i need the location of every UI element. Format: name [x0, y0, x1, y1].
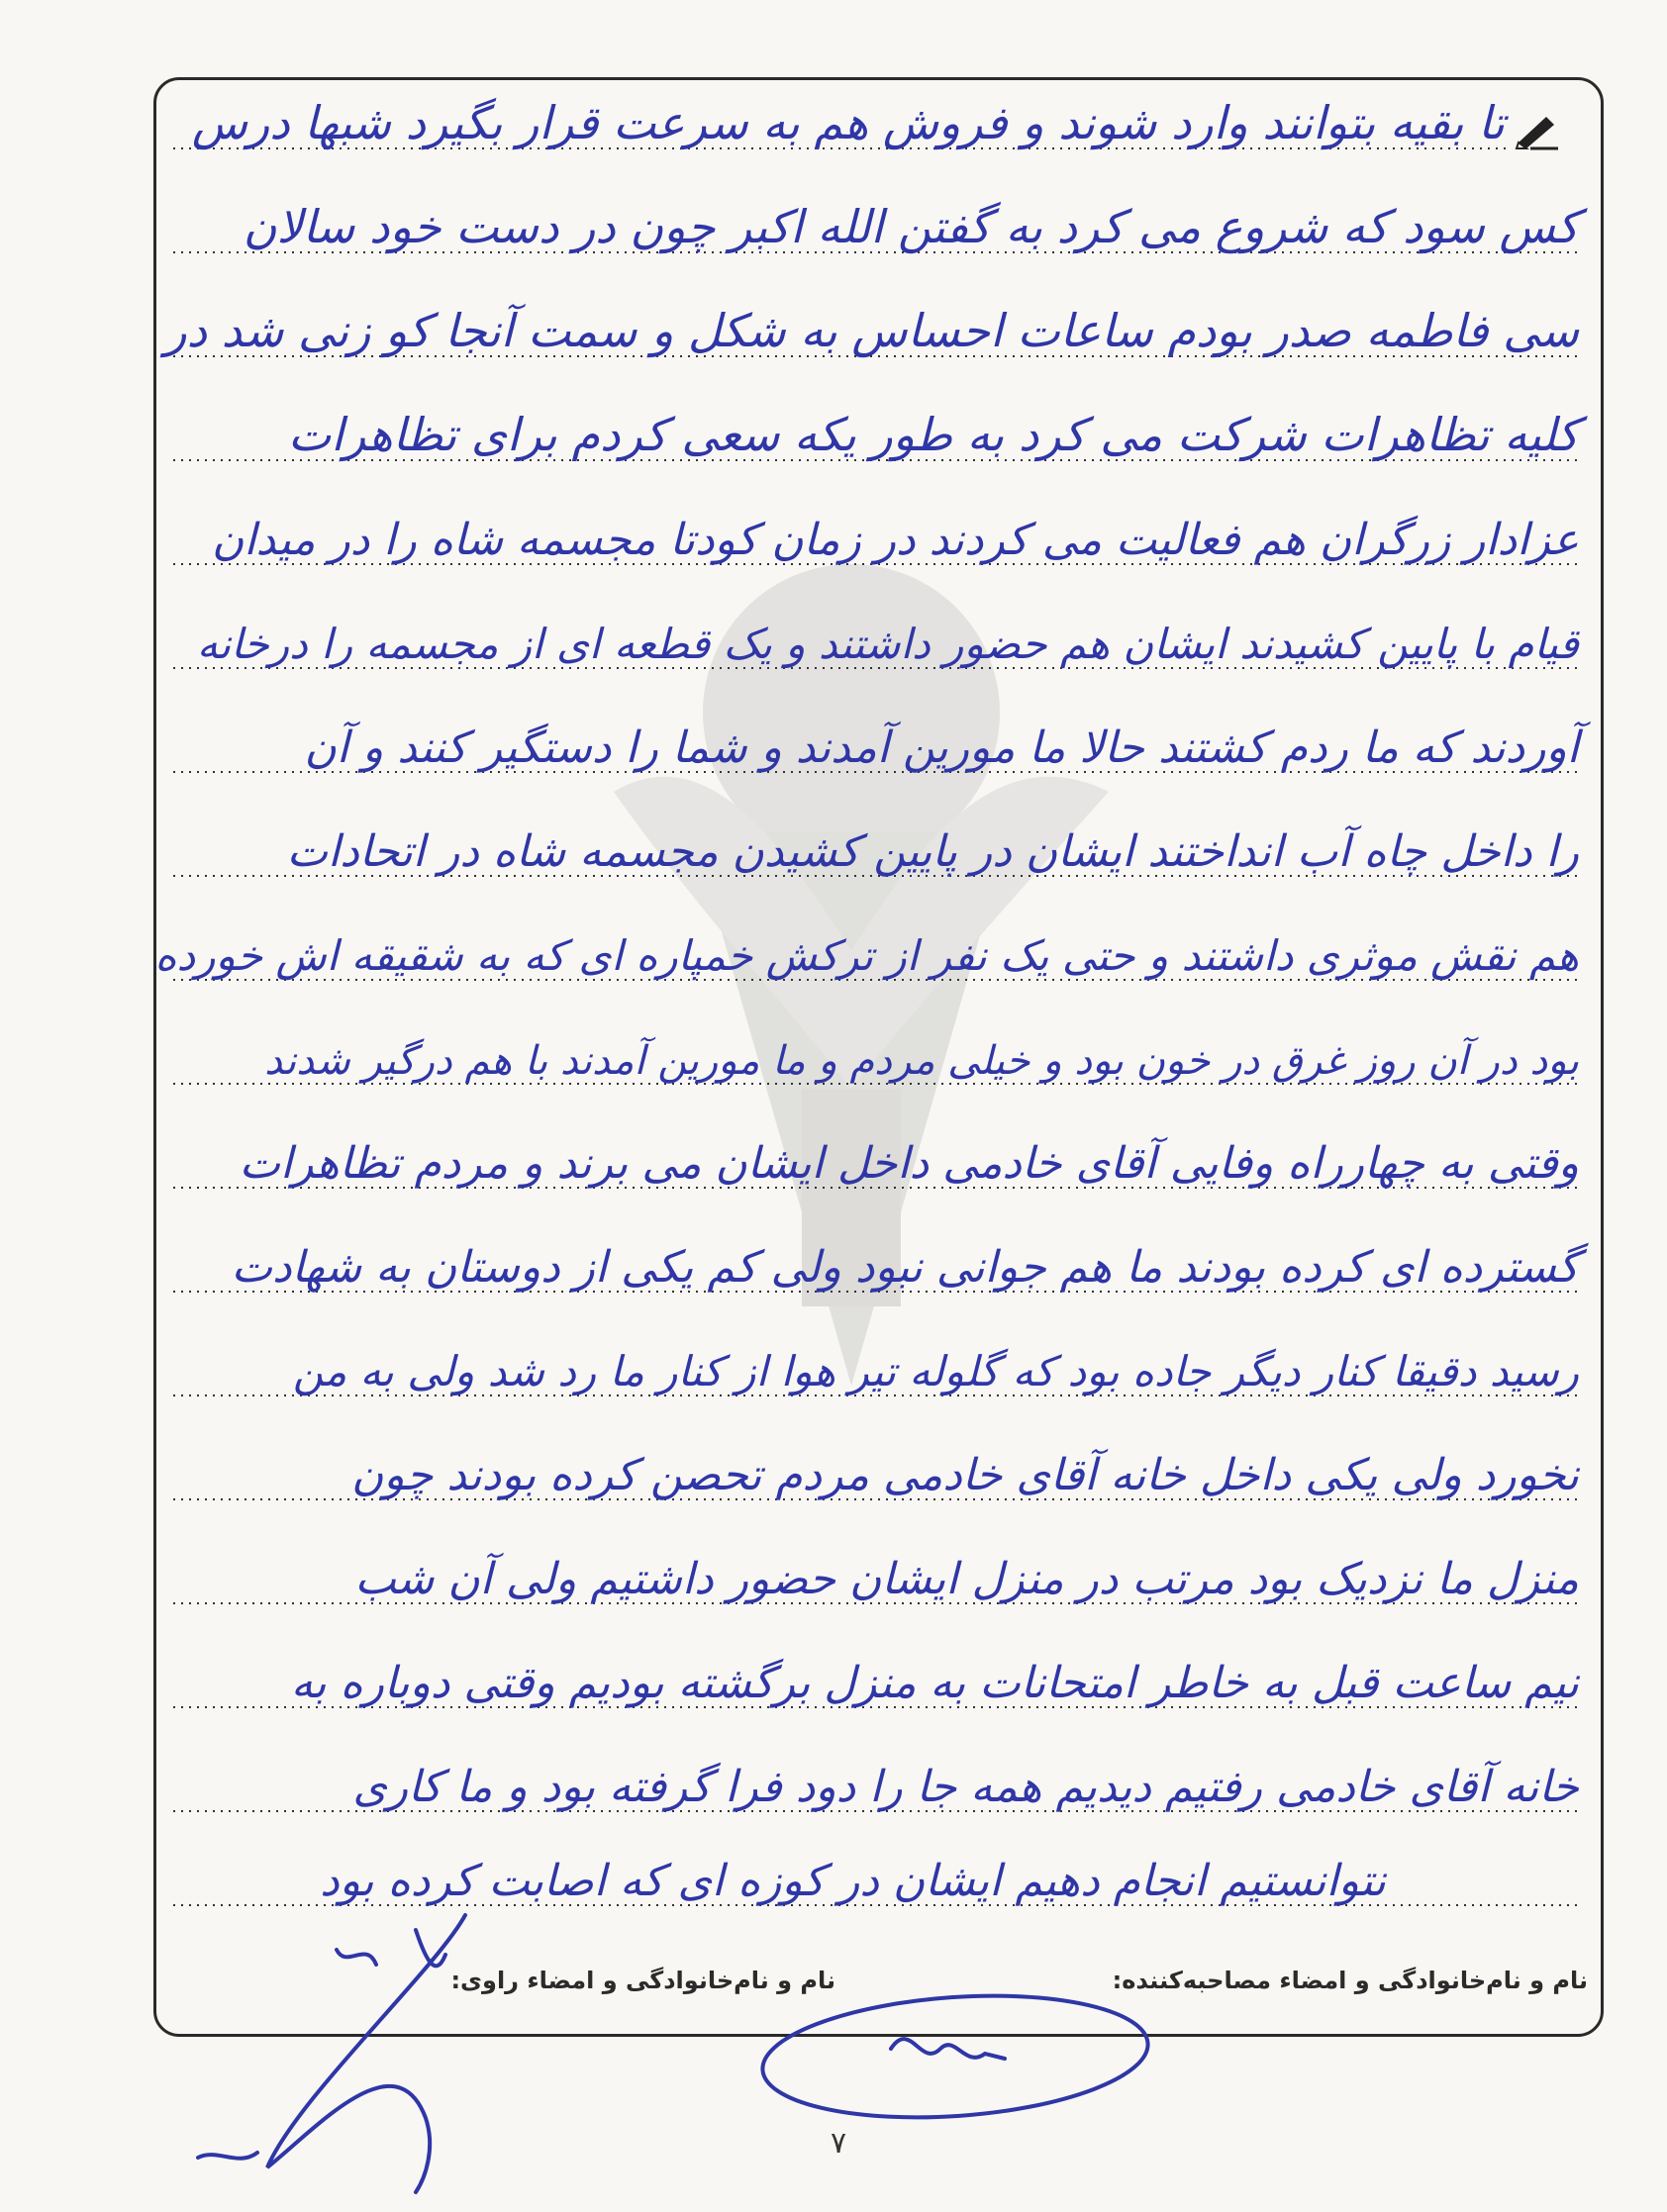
handwritten-line: کس سود که شروع می کرد به گفتن الله اکبر چون در دست خود سالان	[243, 200, 1579, 253]
handwritten-line: سی فاطمه صدر بودم ساعات احساس به شکل و سمت آنجا کو زنی شد در	[164, 304, 1579, 357]
handwritten-line: عزادار زرگران هم فعالیت می کردند در زمان کودتا مجسمه شاه را در میدان	[211, 515, 1579, 565]
handwritten-line: نتوانستیم انجام دهیم ایشان در کوزه ای که اصابت کرده بود	[320, 1856, 1386, 1906]
handwritten-line: تا بقیه بتوانند وارد شوند و فروش هم به سرعت قرار بگیرد شبها درس	[191, 96, 1505, 149]
handwritten-line: آوردند که ما ردم کشتند حالا ما مورین آمدند و شما را دستگیر کنند و آن	[304, 722, 1579, 773]
handwritten-line: نیم ساعت قبل به خاطر امتحانات به منزل برگشته بودیم وقتی دوباره به	[290, 1658, 1579, 1708]
handwritten-line: کلیه تظاهرات شرکت می کرد به طور یکه سعی کردم برای تظاهرات	[287, 408, 1579, 461]
handwritten-line: وقتی به چهارراه وفایی آقای خادمی داخل ایشان می برند و مردم تظاهرات	[239, 1138, 1579, 1189]
handwritten-line: هم نقش موثری داشتند و حتی یک نفر از ترکش خمپاره ای که به شقیقه اش خورده	[154, 931, 1579, 980]
interviewer-label: نام و نام‌خانوادگی و امضاء مصاحبه‌کننده:	[1112, 1967, 1588, 1994]
handwritten-line: خانه آقای خادمی رفتیم دیدیم همه جا را دود فرا گرفته بود و ما کاری	[352, 1762, 1579, 1812]
handwritten-line: رسید دقیقا کنار دیگر جاده بود که گلوله تیر هوا از کنار ما رد شد ولی به من	[292, 1347, 1579, 1395]
handwritten-line: قیام با پایین کشیدند ایشان هم حضور داشتند و یک قطعه ای از مجسمه را درخانه	[196, 620, 1579, 668]
handwritten-line: نخورد ولی یکی داخل خانه آقای خادمی مردم تحصن کرده بودند چون	[351, 1450, 1579, 1500]
handwritten-line: را داخل چاه آب انداختند ایشان در پایین کشیدن مجسمه شاه در اتحادات	[286, 826, 1579, 877]
handwritten-line: گسترده ای کرده بودند ما هم جوانی نبود ولی کم یکی از دوستان به شهادت	[231, 1242, 1579, 1293]
handwritten-line: بود در آن روز غرق در خون بود و خیلی مردم و ما مورین آمدند با هم درگیر شدند	[264, 1038, 1579, 1084]
narrator-label: نام و نام‌خانوادگی و امضاء راوی:	[450, 1967, 835, 1994]
page-number: ۷	[830, 2126, 847, 2161]
handwritten-line: منزل ما نزدیک بود مرتب در منزل ایشان حضور داشتیم ولی آن شب	[354, 1554, 1579, 1604]
